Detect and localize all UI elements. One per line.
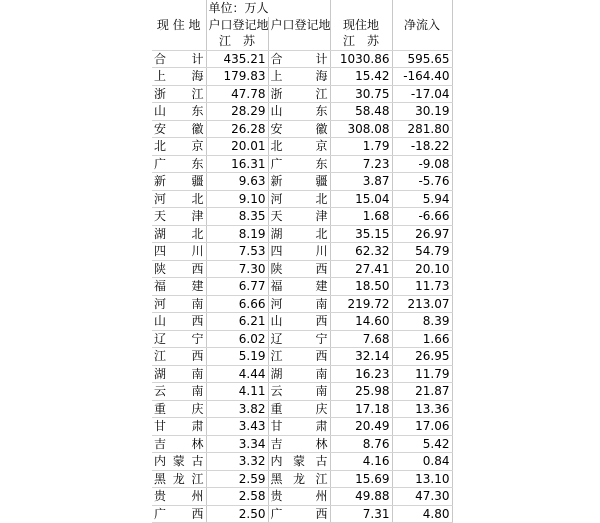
table-row — [152, 243, 452, 261]
value-cell-a: 2.58 — [206, 488, 268, 506]
region-cell-a: 云 南 — [152, 383, 206, 401]
net-inflow-cell: 26.97 — [392, 225, 452, 243]
value-cell-a: 8.19 — [206, 225, 268, 243]
region-cell-a: 河 北 — [152, 190, 206, 208]
net-inflow-cell: -164.40 — [392, 68, 452, 86]
value-cell-b: 219.72 — [330, 295, 392, 313]
value-cell-a: 435.21 — [206, 50, 268, 68]
net-inflow-cell: 0.84 — [392, 453, 452, 471]
table-row — [152, 103, 452, 121]
value-cell-a: 6.21 — [206, 313, 268, 331]
region-cell-b: 云 南 — [268, 383, 330, 401]
region-cell-a: 北 京 — [152, 138, 206, 156]
net-inflow-cell: 11.73 — [392, 278, 452, 296]
net-inflow-cell: 30.19 — [392, 103, 452, 121]
value-cell-b: 4.16 — [330, 453, 392, 471]
region-cell-a: 天 津 — [152, 208, 206, 226]
table-row — [152, 400, 452, 418]
value-cell-b: 7.23 — [330, 155, 392, 173]
table-row — [152, 190, 452, 208]
unit-label: 单位：万人 — [206, 0, 330, 17]
value-cell-a: 4.44 — [206, 365, 268, 383]
region-cell-a: 重 庆 — [152, 400, 206, 418]
region-cell-a: 山 西 — [152, 313, 206, 331]
region-cell-b: 新 疆 — [268, 173, 330, 191]
value-cell-a: 2.50 — [206, 505, 268, 523]
region-cell-a: 河 南 — [152, 295, 206, 313]
table-row — [152, 278, 452, 296]
table-row — [152, 173, 452, 191]
region-cell-b: 北 京 — [268, 138, 330, 156]
region-cell-a: 新 疆 — [152, 173, 206, 191]
region-cell-b: 甘 肃 — [268, 418, 330, 436]
net-inflow-cell: 213.07 — [392, 295, 452, 313]
header-cell-empty — [268, 33, 330, 50]
column-header-registered-a: 户口登记地 — [206, 17, 268, 34]
value-cell-a: 8.35 — [206, 208, 268, 226]
value-cell-b: 8.76 — [330, 435, 392, 453]
header-cell-empty — [330, 0, 392, 17]
value-cell-a: 6.66 — [206, 295, 268, 313]
value-cell-a: 5.19 — [206, 348, 268, 366]
region-cell-b: 合 计 — [268, 50, 330, 68]
value-cell-b: 18.50 — [330, 278, 392, 296]
value-cell-b: 7.31 — [330, 505, 392, 523]
region-cell-a: 合 计 — [152, 50, 206, 68]
value-cell-a: 3.32 — [206, 453, 268, 471]
header-cell-empty — [152, 33, 206, 50]
column-header-net-inflow: 净流入 — [392, 17, 452, 34]
spreadsheet-table-area — [152, 0, 452, 521]
region-cell-b: 山 东 — [268, 103, 330, 121]
column-header-residence-b: 现住地 — [330, 17, 392, 34]
value-cell-a: 179.83 — [206, 68, 268, 86]
value-cell-b: 15.69 — [330, 470, 392, 488]
region-cell-b: 安 徽 — [268, 120, 330, 138]
table-row — [152, 418, 452, 436]
region-cell-a: 上 海 — [152, 68, 206, 86]
net-inflow-cell: 5.94 — [392, 190, 452, 208]
value-cell-a: 3.34 — [206, 435, 268, 453]
region-cell-a: 浙 江 — [152, 85, 206, 103]
region-cell-b: 吉 林 — [268, 435, 330, 453]
province-label-a: 江 苏 — [206, 33, 268, 50]
net-inflow-cell: 26.95 — [392, 348, 452, 366]
value-cell-b: 62.32 — [330, 243, 392, 261]
value-cell-b: 14.60 — [330, 313, 392, 331]
value-cell-a: 7.30 — [206, 260, 268, 278]
region-cell-a: 广 东 — [152, 155, 206, 173]
value-cell-b: 17.18 — [330, 400, 392, 418]
region-cell-b: 广 东 — [268, 155, 330, 173]
value-cell-b: 32.14 — [330, 348, 392, 366]
value-cell-b: 35.15 — [330, 225, 392, 243]
table-row — [152, 138, 452, 156]
value-cell-a: 26.28 — [206, 120, 268, 138]
region-cell-a: 甘 肃 — [152, 418, 206, 436]
value-cell-a: 7.53 — [206, 243, 268, 261]
table-row — [152, 50, 452, 68]
value-cell-b: 58.48 — [330, 103, 392, 121]
net-inflow-cell: -5.76 — [392, 173, 452, 191]
value-cell-b: 1030.86 — [330, 50, 392, 68]
region-cell-b: 重 庆 — [268, 400, 330, 418]
region-cell-b: 辽 宁 — [268, 330, 330, 348]
region-cell-b: 湖 北 — [268, 225, 330, 243]
net-inflow-cell: 5.42 — [392, 435, 452, 453]
header-cell-empty — [392, 33, 452, 50]
net-inflow-cell: 17.06 — [392, 418, 452, 436]
table-row — [152, 348, 452, 366]
header-cell-empty — [152, 0, 206, 17]
net-inflow-cell: 54.79 — [392, 243, 452, 261]
region-cell-b: 黑龙江 — [268, 470, 330, 488]
table-row — [152, 260, 452, 278]
region-cell-a: 辽 宁 — [152, 330, 206, 348]
value-cell-a: 6.77 — [206, 278, 268, 296]
province-label-b: 江 苏 — [330, 33, 392, 50]
value-cell-b: 25.98 — [330, 383, 392, 401]
net-inflow-cell: -9.08 — [392, 155, 452, 173]
net-inflow-cell: 11.79 — [392, 365, 452, 383]
value-cell-b: 1.68 — [330, 208, 392, 226]
region-cell-b: 江 西 — [268, 348, 330, 366]
region-cell-a: 吉 林 — [152, 435, 206, 453]
table-row — [152, 505, 452, 523]
column-header-registered-b: 户口登记地 — [268, 17, 330, 34]
table-row — [152, 155, 452, 173]
table-row — [152, 365, 452, 383]
region-cell-a: 湖 南 — [152, 365, 206, 383]
value-cell-a: 4.11 — [206, 383, 268, 401]
header-row-unit — [152, 0, 452, 17]
value-cell-b: 15.42 — [330, 68, 392, 86]
region-cell-b: 福 建 — [268, 278, 330, 296]
value-cell-a: 6.02 — [206, 330, 268, 348]
value-cell-a: 9.63 — [206, 173, 268, 191]
value-cell-b: 7.68 — [330, 330, 392, 348]
region-cell-b: 四 川 — [268, 243, 330, 261]
region-cell-a: 安 徽 — [152, 120, 206, 138]
table-row — [152, 68, 452, 86]
region-cell-b: 内蒙古 — [268, 453, 330, 471]
net-inflow-cell: 47.30 — [392, 488, 452, 506]
region-cell-b: 上 海 — [268, 68, 330, 86]
value-cell-b: 1.79 — [330, 138, 392, 156]
region-cell-b: 陕 西 — [268, 260, 330, 278]
region-cell-b: 贵 州 — [268, 488, 330, 506]
table-row — [152, 470, 452, 488]
region-cell-a: 四 川 — [152, 243, 206, 261]
net-inflow-cell: 13.36 — [392, 400, 452, 418]
value-cell-a: 2.59 — [206, 470, 268, 488]
value-cell-a: 47.78 — [206, 85, 268, 103]
value-cell-a: 16.31 — [206, 155, 268, 173]
region-cell-b: 广 西 — [268, 505, 330, 523]
net-inflow-cell: 20.10 — [392, 260, 452, 278]
region-cell-a: 山 东 — [152, 103, 206, 121]
value-cell-b: 27.41 — [330, 260, 392, 278]
migration-table — [152, 0, 453, 523]
table-row — [152, 295, 452, 313]
net-inflow-cell: -6.66 — [392, 208, 452, 226]
region-cell-a: 陕 西 — [152, 260, 206, 278]
region-cell-b: 河 南 — [268, 295, 330, 313]
table-row — [152, 313, 452, 331]
table-row — [152, 383, 452, 401]
table-row — [152, 330, 452, 348]
value-cell-b: 20.49 — [330, 418, 392, 436]
header-row-province — [152, 33, 452, 50]
region-cell-a: 贵 州 — [152, 488, 206, 506]
region-cell-a: 江 西 — [152, 348, 206, 366]
net-inflow-cell: 4.80 — [392, 505, 452, 523]
region-cell-b: 山 西 — [268, 313, 330, 331]
table-row — [152, 225, 452, 243]
value-cell-b: 30.75 — [330, 85, 392, 103]
region-cell-b: 河 北 — [268, 190, 330, 208]
value-cell-a: 9.10 — [206, 190, 268, 208]
net-inflow-cell: 8.39 — [392, 313, 452, 331]
net-inflow-cell: 595.65 — [392, 50, 452, 68]
value-cell-a: 3.43 — [206, 418, 268, 436]
net-inflow-cell: 281.80 — [392, 120, 452, 138]
net-inflow-cell: -17.04 — [392, 85, 452, 103]
table-row — [152, 453, 452, 471]
net-inflow-cell: 1.66 — [392, 330, 452, 348]
value-cell-b: 308.08 — [330, 120, 392, 138]
net-inflow-cell: -18.22 — [392, 138, 452, 156]
value-cell-a: 20.01 — [206, 138, 268, 156]
value-cell-b: 49.88 — [330, 488, 392, 506]
region-cell-a: 内蒙古 — [152, 453, 206, 471]
net-inflow-cell: 13.10 — [392, 470, 452, 488]
value-cell-a: 3.82 — [206, 400, 268, 418]
region-cell-b: 天 津 — [268, 208, 330, 226]
table-row — [152, 208, 452, 226]
header-row-columns — [152, 17, 452, 34]
table-row — [152, 488, 452, 506]
value-cell-b: 15.04 — [330, 190, 392, 208]
table-row — [152, 85, 452, 103]
region-cell-b: 浙 江 — [268, 85, 330, 103]
region-cell-a: 黑龙江 — [152, 470, 206, 488]
column-header-residence: 现 住 地 — [152, 17, 206, 34]
value-cell-a: 28.29 — [206, 103, 268, 121]
table-row — [152, 120, 452, 138]
value-cell-b: 16.23 — [330, 365, 392, 383]
header-cell-empty — [392, 0, 452, 17]
region-cell-a: 湖 北 — [152, 225, 206, 243]
value-cell-b: 3.87 — [330, 173, 392, 191]
region-cell-a: 福 建 — [152, 278, 206, 296]
region-cell-a: 广 西 — [152, 505, 206, 523]
table-row — [152, 435, 452, 453]
net-inflow-cell: 21.87 — [392, 383, 452, 401]
region-cell-b: 湖 南 — [268, 365, 330, 383]
